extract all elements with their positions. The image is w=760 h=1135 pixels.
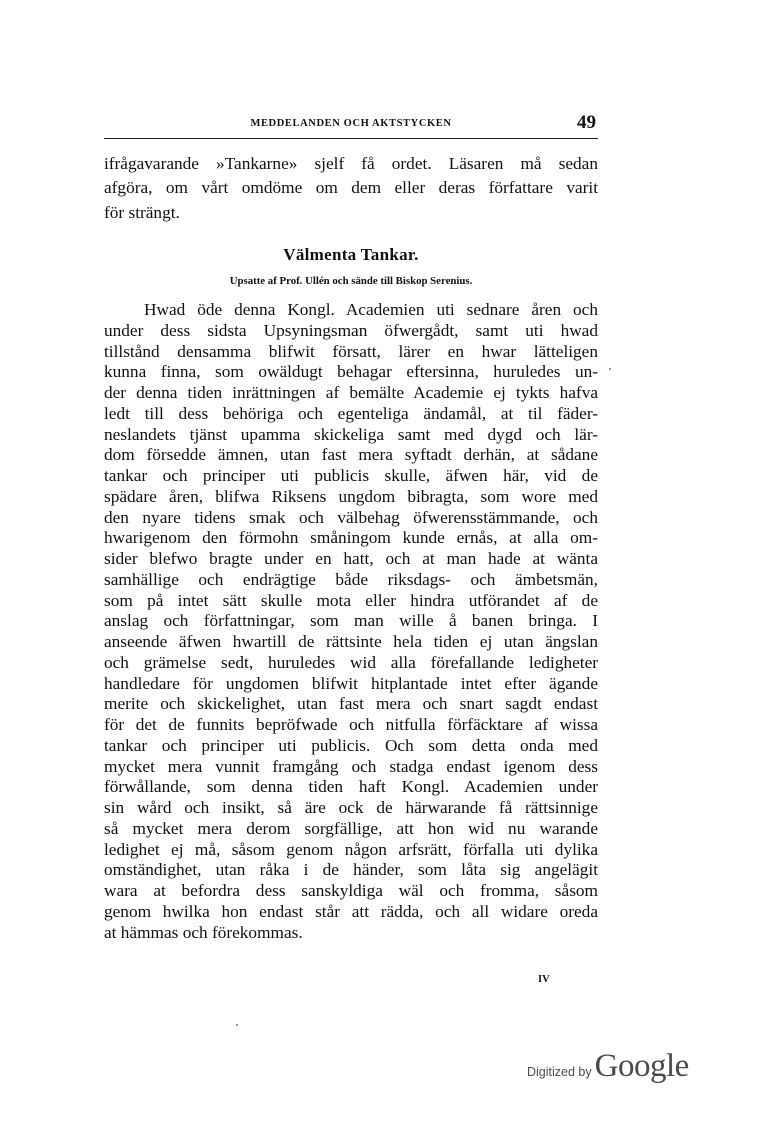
body-line: dom försedde ämnen, utan fast mera syftadt derhän, at sådane	[104, 445, 598, 465]
scan-speck	[236, 1024, 238, 1026]
intro-line: ifrågavarande »Tankarne» sjelf få ordet. Läsaren må sedan	[104, 154, 598, 173]
body-line: ledt till dess behöriga och egenteliga ändamål, at til fäder-	[104, 403, 598, 423]
body-line: tankar och principer uti publicis. Och som detta onda med	[104, 735, 598, 755]
google-logo: Google	[594, 1048, 689, 1084]
body-line: den nyare tidens smak och välbehag öfwerensstämmande, och	[104, 507, 598, 527]
body-line: omständighet, utan råka i de händer, som låta sig angelägit	[104, 860, 598, 880]
body-line: sin wård och insikt, så äre ock de härwarande få rättsinnige	[104, 798, 598, 817]
body-line: sider blefwo bragte under en hatt, och at man hade at wänta	[104, 549, 598, 568]
scan-speck	[609, 368, 611, 370]
body-line: samhällige och endrägtige både riksdags- och ämbetsmän,	[104, 569, 598, 589]
article-title: Välmenta Tankar.	[283, 245, 419, 264]
intro-line: för strängt.	[104, 202, 180, 222]
body-line: wara at befordra dess sanskyldiga wäl och fromma, såsom	[104, 881, 598, 900]
body-line: så mycket mera derom sorgfällige, att hon wid nu warande	[104, 818, 598, 838]
body-line: ledighet ej må, såsom genom någon arfsrätt, förfalla uti dylika	[104, 839, 598, 859]
digitized-by-google-watermark	[527, 1048, 689, 1085]
body-line: hwarigenom den förmohn småningom kunde ernås, at alla om-	[104, 528, 598, 548]
article-subtitle: Upsatte af Prof. Ullén och sände till Biskop Serenius.	[229, 275, 473, 287]
page-number: 49	[577, 112, 596, 133]
body-line: mycket mera vunnit framgång och stadga endast igenom dess	[104, 756, 598, 776]
body-line: kunna finna, som owäldugt behagar eftersinna, huruledes un-	[104, 362, 598, 382]
body-line: der denna tiden inrättningen af bemälte Academie ej tykts hafva	[104, 383, 598, 402]
signature-mark: IV	[538, 974, 550, 985]
body-line: förwållande, som denna tiden haft Kongl. Academien under	[104, 777, 598, 797]
intro-line: afgöra, om vårt omdöme om dem eller deras författare varit	[104, 178, 598, 198]
body-line: neslandets tjänst upamma skickeliga samt med dygd och lär-	[104, 424, 598, 444]
body-line: at hämmas och förekommas.	[104, 922, 303, 942]
body-line: handledare för ungdomen blifwit hitplantade intet efter ägande	[104, 673, 598, 693]
body-line: och grämelse sedt, huruledes wid alla förefallande ledigheter	[104, 652, 598, 672]
body-line: tillstånd densamma blifwit försatt, lärer en hwar lätteligen	[104, 341, 598, 361]
running-title: MEDDELANDEN OCH AKTSTYCKEN	[250, 118, 452, 129]
body-line: Hwad öde denna Kongl. Academien uti sednare åren och	[144, 300, 598, 319]
intro-paragraph	[104, 152, 598, 225]
body-line: för det de funnits bepröfwade och nitfulla förfäcktare af wissa	[104, 715, 598, 734]
body-line: genom hwilka hon endast står att rädda, och all widare oreda	[104, 901, 598, 921]
body-line: som på intet sätt skulle mota eller hindra utförandet af de	[104, 590, 598, 610]
body-line: merite och skickelighet, utan fast mera och snart sagdt endast	[104, 694, 598, 714]
body-line: tankar och principer uti publicis skulle, äfwen här, vid de	[104, 466, 598, 485]
running-header	[104, 114, 598, 139]
body-line: spädare åren, blifwa Riksens ungdom bibragta, som wore med	[104, 486, 598, 506]
body-line: under dess sidsta Upsyningsman öfwergådt, samt uti hwad	[104, 320, 598, 340]
body-line: anslag och författningar, som man wille å banen bringa. I	[104, 611, 598, 631]
watermark-small-text: Digitized by	[527, 1065, 592, 1079]
body-line: anseende äfwen hwartill de rättsinte hela tiden ej utan ängslan	[104, 632, 598, 651]
article-body	[104, 300, 598, 943]
